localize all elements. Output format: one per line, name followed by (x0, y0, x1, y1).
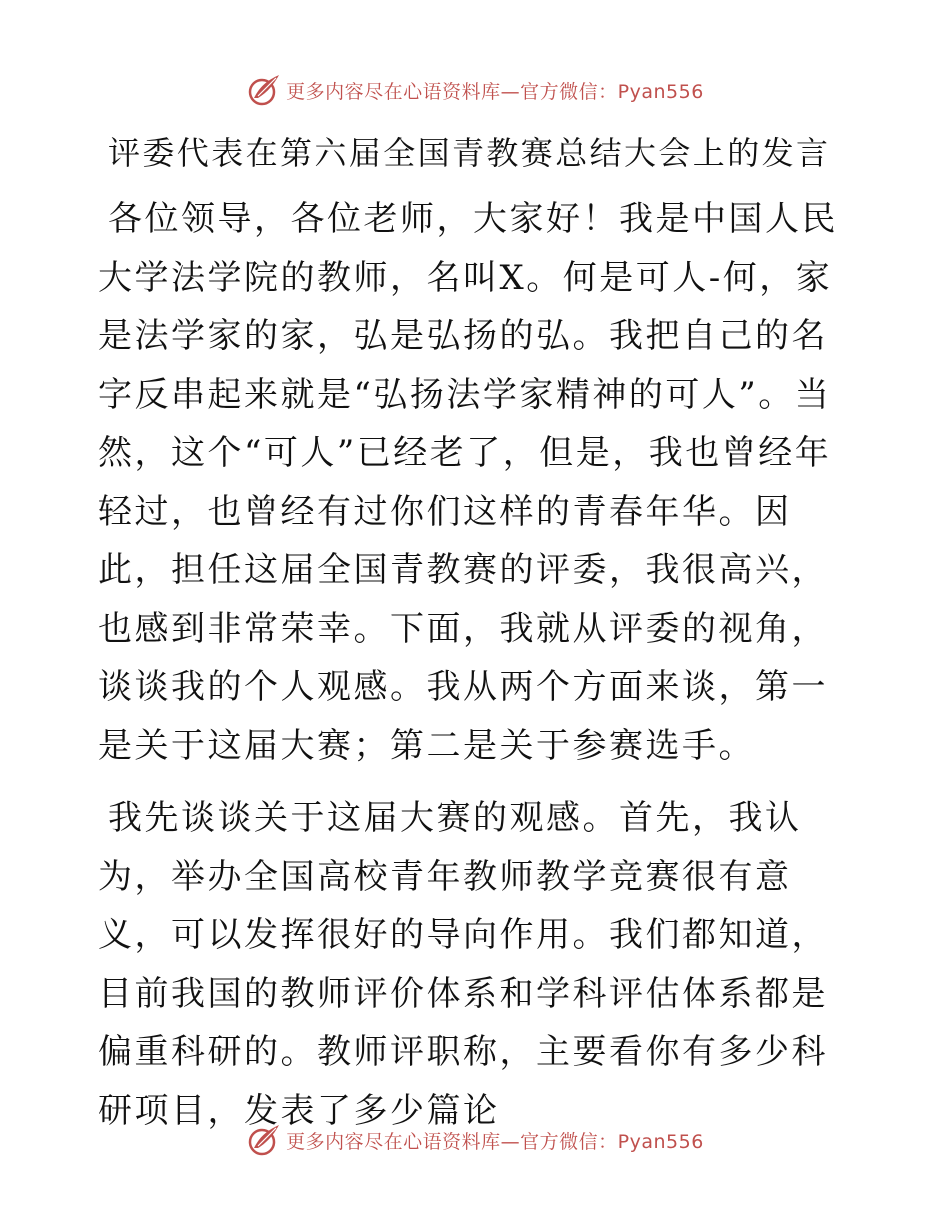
watermark-text: 更多内容尽在心语资料库—官方微信：Pyan556 (286, 1130, 704, 1153)
feather-pen-icon (246, 72, 282, 108)
footer-watermark (0, 1120, 950, 1160)
paragraph (98, 789, 858, 1140)
paragraph-text: 我先谈谈关于这届大赛的观感。首先，我认为，举办全国高校青年教师教学竞赛很有意义，可以发挥很好的导向作用。我们都知道，目前我国的教师评价体系和学科评估体系都是偏重科研的。教师评职称，主要看你有多少科研项目，发表了多少篇论 (98, 798, 828, 1131)
paragraph (98, 190, 858, 775)
header-watermark (0, 70, 950, 110)
document-body (98, 190, 858, 1154)
paragraph-text: 各位领导，各位老师，大家好！我是中国人民大学法学院的教师，名叫X。何是可人-何，家是法学家的家，弘是弘扬的弘。我把自己的名字反串起来就是“弘扬法学家精神的可人”。当然，这个“可人”已经老了，但是，我也曾经年轻过，也曾经有过你们这样的青春年华。因此，担任这届全国青教赛的评委，我很高兴，也感到非常荣幸。下面，我就从评委的视角，谈谈我的个人观感。我从两个方面来谈，第一是关于这届大赛；第二是关于参赛选手。 (98, 199, 838, 766)
feather-pen-icon (246, 1122, 282, 1158)
watermark-text: 更多内容尽在心语资料库—官方微信：Pyan556 (286, 80, 704, 103)
document-title: 评委代表在第六届全国青教赛总结大会上的发言 (108, 134, 831, 172)
